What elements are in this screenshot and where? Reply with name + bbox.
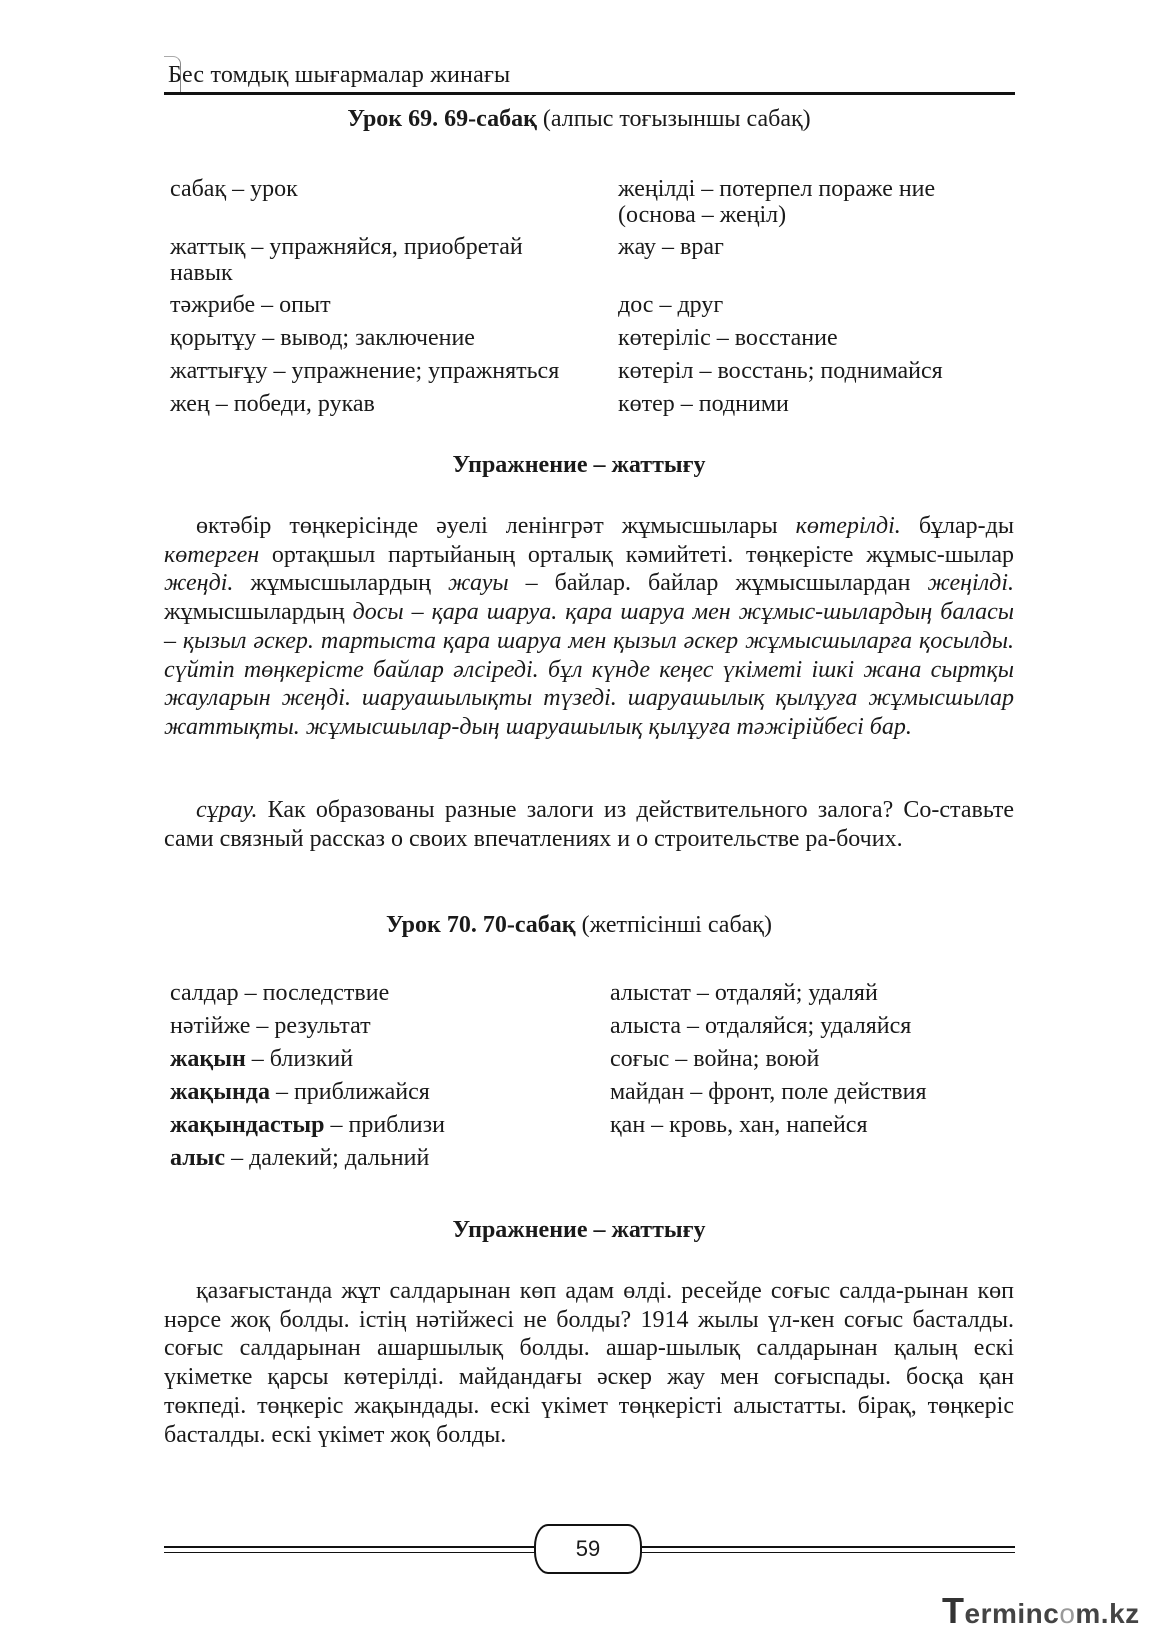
lesson-70-vocabulary [170, 980, 1020, 1180]
vocab-left-item [170, 1013, 371, 1039]
lesson-70-heading [0, 912, 1158, 939]
vocab-term-bold: жақын [170, 1046, 246, 1072]
footer-rule-left-thin [164, 1552, 536, 1553]
vocab-right-item: көтер – подними [618, 391, 789, 417]
vocab-right-item: қан – кровь, хан, напейся [610, 1112, 868, 1138]
page-number: 59 [534, 1524, 642, 1574]
vocab-right-item: көтеріл – восстань; поднимайся [618, 358, 943, 384]
vocab-gloss: – приблизи [324, 1112, 445, 1138]
header-rule [164, 92, 1015, 95]
footer-rule-right [638, 1546, 1015, 1548]
vocab-term-bold: жақындастыр [170, 1112, 325, 1138]
footer-rule-right-thin [638, 1552, 1015, 1553]
vocab-right-item: соғыс – война; воюй [610, 1046, 820, 1072]
watermark-part: erminc [964, 1598, 1060, 1629]
exercise-text-run: жұмысшылардың [164, 599, 353, 626]
vocab-right-item: жау – враг [618, 234, 724, 260]
exercise-text-run: бұлар-ды [900, 513, 1014, 539]
lesson-69-heading-rest: (алпыс тоғызыншы сабақ) [536, 106, 811, 132]
lesson-70-heading-bold: Урок 70. 70-сабақ [386, 912, 576, 938]
exercise-text-run-italic: жауы [448, 570, 509, 597]
question-text: Как образованы разные залоги из действительного залога? Со-ставьте сами связный рассказ о своих впечатлениях и о строительстве ра-бочих. [164, 797, 1014, 852]
lesson-70-heading-rest: (жетпісінші сабақ) [575, 912, 772, 938]
vocab-right-item: көтеріліс – восстание [618, 325, 838, 351]
watermark-part: m.kz [1075, 1598, 1140, 1629]
vocab-gloss: – далекий; дальний [225, 1145, 430, 1171]
vocab-gloss: салдар – последствие [170, 980, 390, 1006]
vocab-term-bold: жақында [170, 1079, 270, 1105]
running-header-title: Бес томдық шығармалар жинағы [168, 62, 511, 88]
vocab-left-item [170, 980, 389, 1006]
exercise-text-run: ортақшыл партыйаның орталық кәмийтеті. төңкерісте жұмыс-шылар [259, 541, 1014, 568]
question-label: сұрау. [196, 797, 258, 823]
lesson-69-question [164, 796, 1014, 853]
vocab-gloss: – приближайся [269, 1079, 430, 1105]
vocab-left-item: жаттығұу – упражнение; упражняться [170, 358, 560, 384]
exercise-text-run: жұмысшылардың [233, 570, 449, 597]
lesson-69-heading [0, 106, 1158, 133]
lesson-69-vocabulary [170, 176, 1020, 436]
exercise-text-run-italic: жеңді. [164, 570, 234, 597]
vocab-right-item: алыстат – отдаляй; удаляй [610, 980, 878, 1006]
vocab-left-item: сабақ – урок [170, 176, 298, 202]
lesson-69-exercise-text [164, 512, 1014, 742]
lesson-69-heading-bold: Урок 69. 69-сабақ [347, 106, 537, 132]
exercise-text-run-italic: көтерген [164, 541, 260, 568]
exercise-text-run-italic: жеңілді. [927, 570, 1014, 597]
vocab-right-item: дос – друг [618, 292, 724, 318]
vocab-left-item [170, 1112, 445, 1138]
vocab-right-item: жеңілді – потерпел пораже ние (основа – жеңіл) [618, 176, 936, 228]
vocab-gloss: – близкий [245, 1046, 354, 1072]
watermark-o: o [1059, 1598, 1076, 1629]
vocab-right-item: майдан – фронт, поле действия [610, 1079, 927, 1105]
vocab-right-item: алыста – отдаляйся; удаляйся [610, 1013, 912, 1039]
lesson-69-exercise-heading: Упражнение – жаттығу [452, 452, 706, 478]
exercise-text-run-italic: көтерілді. [795, 513, 901, 539]
watermark-logo [942, 1590, 1140, 1632]
lesson-70-exercise-text: қазағыстанда жұт салдарынан көп адам өлді. ресейде соғыс салда-рынан көп нәрсе жоқ болды. істің нәтійжесі не болды? 1914 жылы үл-кен соғыс басталды. соғыс салдарынан ашаршылық болды. ашар-шылық салдарынан қалың ескі үкіметке қарсы көтерілді. майдандағы әскер жау мен соғыспады. босқа қан төкпеді. төңкеріс жақындады. ескі үкімет төңкерісті алыстатты. бірақ, төңкеріс басталды. ескі үкімет жоқ болды. [164, 1278, 1014, 1448]
vocab-left-item: жең – победи, рукав [170, 391, 375, 417]
vocab-left-item: жаттық – упражняйся, приобретай навык [170, 234, 523, 286]
watermark-t: T [942, 1590, 965, 1631]
exercise-text-run: өктәбір төңкерісінде әуелі ленінгрәт жұмысшылары [196, 513, 796, 539]
vocab-left-item [170, 1145, 429, 1171]
vocab-left-item: тәжрибе – опыт [170, 292, 331, 318]
vocab-left-item [170, 1046, 353, 1072]
footer-rule-left [164, 1546, 536, 1548]
exercise-text-run-italic: досы – қара шаруа. қара шаруа мен жұмыс-шылардың баласы – қызыл әскер. тартыста қара шаруа мен қызыл әскер жұмысшыларға қосылды. сүйтіп төңкерісте байлар әлсіреді. бұл күнде кеңес үкіметі ішкі жана сыртқы жауларын жеңді. шаруашылықты түзеді. шаруашылық қылұуға жұмысшылар жаттықты. жұмысшылар-дың шаруашылық қылұуға тәжірійбесі бар. [164, 599, 1014, 740]
vocab-left-item [170, 1079, 430, 1105]
vocab-gloss: нәтійже – результат [170, 1013, 371, 1039]
vocab-left-item: қорытұу – вывод; заключение [170, 325, 475, 351]
vocab-term-bold: алыс [170, 1145, 226, 1171]
exercise-text-run: – байлар. байлар жұмысшылардан [508, 570, 928, 597]
lesson-70-exercise-heading: Упражнение – жаттығу [452, 1217, 706, 1243]
